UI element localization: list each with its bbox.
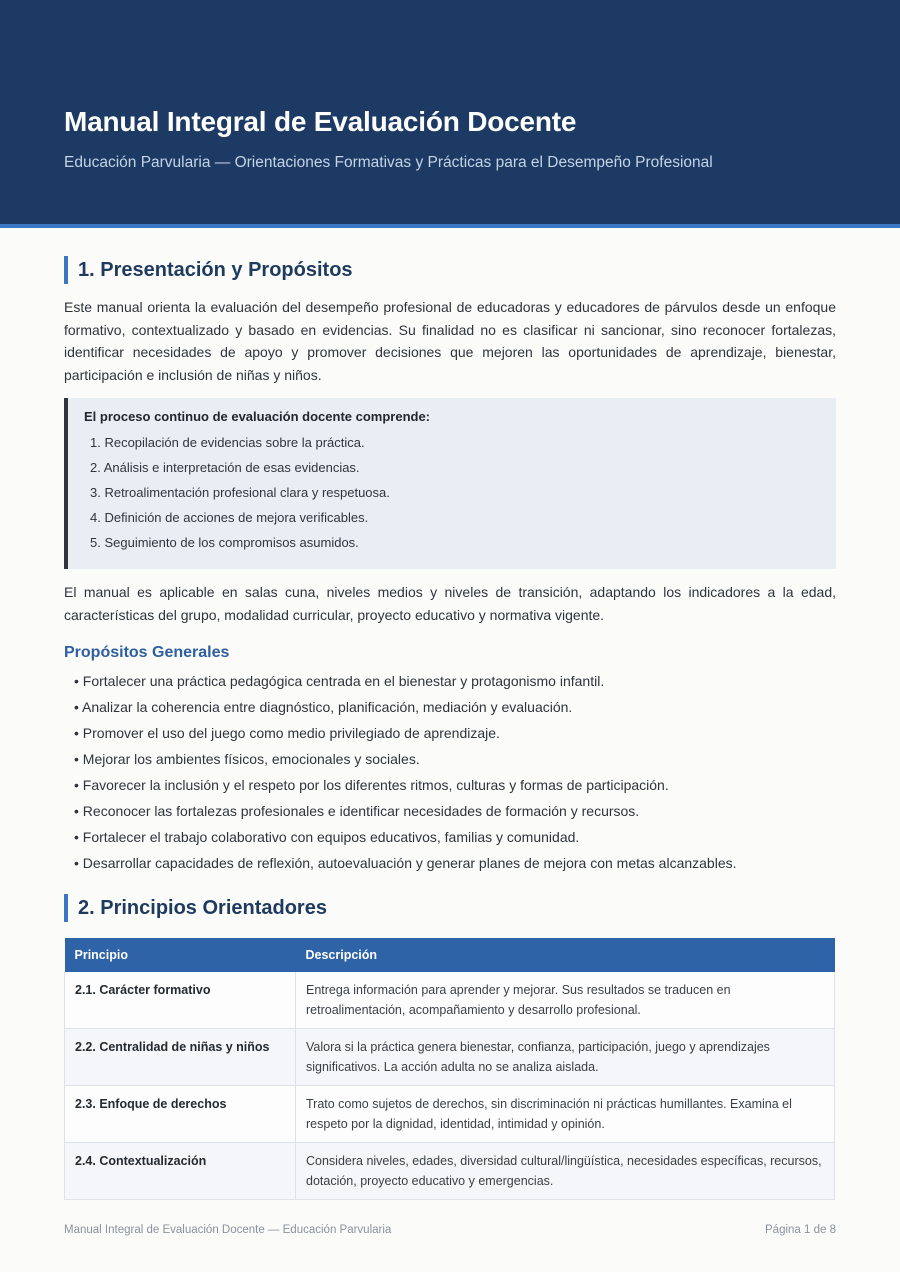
column-header-principle: Principio: [65, 938, 296, 972]
footer-document-name: Manual Integral de Evaluación Docente — Educación Parvularia: [64, 1224, 392, 1236]
list-item: • Fortalecer una práctica pedagógica centrada en el bienestar y protagonismo infantil.: [74, 673, 605, 689]
description-cell: Valora si la práctica genera bienestar, confianza, participación, juego y aprendizajes significativos. La acción adulta no se analiza aislada.: [296, 1029, 835, 1086]
section-2-title: 2. Principios Orientadores: [64, 894, 836, 922]
callout-title: El proceso continuo de evaluación docente comprende:: [84, 409, 431, 424]
document-subtitle: Educación Parvularia — Orientaciones Formativas y Prácticas para el Desempeño Profesional: [64, 154, 713, 171]
table-row: [65, 1086, 835, 1143]
table-row: [65, 1029, 835, 1086]
description-cell: Trato como sujetos de derechos, sin discriminación ni prácticas humillantes. Examina el respeto por la dignidad, identidad, intimidad y opinión.: [296, 1086, 835, 1143]
list-item: • Desarrollar capacidades de reflexión, autoevaluación y generar planes de mejora con metas alcanzables.: [74, 855, 737, 871]
list-item: • Promover el uso del juego como medio privilegiado de aprendizaje.: [74, 725, 500, 741]
list-item: 3. Retroalimentación profesional clara y respetuosa.: [90, 485, 390, 500]
column-header-description: Descripción: [296, 938, 835, 972]
table-header-row: [65, 938, 835, 972]
list-item: 5. Seguimiento de los compromisos asumidos.: [90, 535, 359, 550]
page-footer: [64, 1224, 836, 1236]
table-row: [65, 972, 835, 1029]
principle-cell: 2.2. Centralidad de niñas y niños: [65, 1029, 296, 1086]
list-item: • Mejorar los ambientes físicos, emocionales y sociales.: [74, 751, 420, 767]
page-content: [0, 256, 900, 1200]
intro-paragraph: Este manual orienta la evaluación del desempeño profesional de educadoras y educadores de párvulos desde un enfoque formativo, contextualizado y basado en evidencias. Su finalidad no es clasificar ni sancionar, sino reconocer fortalezas, identificar necesidades de apoyo y promover decisiones que mejoren las oportunidades de aprendizaje, bienestar, participación e inclusión de niñas y niños.: [64, 299, 836, 383]
list-item: 1. Recopilación de evidencias sobre la práctica.: [90, 435, 365, 450]
principle-cell: 2.4. Contextualización: [65, 1143, 296, 1200]
page-number: Página 1 de 8: [765, 1224, 836, 1236]
section-1-title: 1. Presentación y Propósitos: [64, 256, 836, 284]
document-title: Manual Integral de Evaluación Docente: [64, 106, 577, 137]
principles-table: [64, 938, 835, 1200]
process-callout: [64, 398, 836, 569]
table-row: [65, 1143, 835, 1200]
list-item: • Fortalecer el trabajo colaborativo con equipos educativos, familias y comunidad.: [74, 829, 580, 845]
scope-paragraph: El manual es aplicable en salas cuna, niveles medios y niveles de transición, adaptando los indicadores a la edad, características del grupo, modalidad curricular, proyecto educativo y normativa vigente.: [64, 584, 836, 623]
process-steps-list: [84, 430, 820, 555]
list-item: 4. Definición de acciones de mejora verificables.: [90, 510, 369, 525]
purposes-list: [64, 668, 836, 876]
list-item: • Analizar la coherencia entre diagnóstico, planificación, mediación y evaluación.: [74, 699, 573, 715]
list-item: • Reconocer las fortalezas profesionales e identificar necesidades de formación y recursos.: [74, 803, 640, 819]
principle-cell: 2.1. Carácter formativo: [65, 972, 296, 1029]
principle-cell: 2.3. Enfoque de derechos: [65, 1086, 296, 1143]
list-item: • Favorecer la inclusión y el respeto por los diferentes ritmos, culturas y formas de participación.: [74, 777, 669, 793]
list-item: 2. Análisis e interpretación de esas evidencias.: [90, 460, 360, 475]
document-header: [0, 0, 900, 228]
purposes-heading: Propósitos Generales: [64, 644, 230, 661]
description-cell: Entrega información para aprender y mejorar. Sus resultados se traducen en retroalimentación, acompañamiento y desarrollo profesional.: [296, 972, 835, 1029]
description-cell: Considera niveles, edades, diversidad cultural/lingüística, necesidades específicas, recursos, dotación, proyecto educativo y emergencias.: [296, 1143, 835, 1200]
